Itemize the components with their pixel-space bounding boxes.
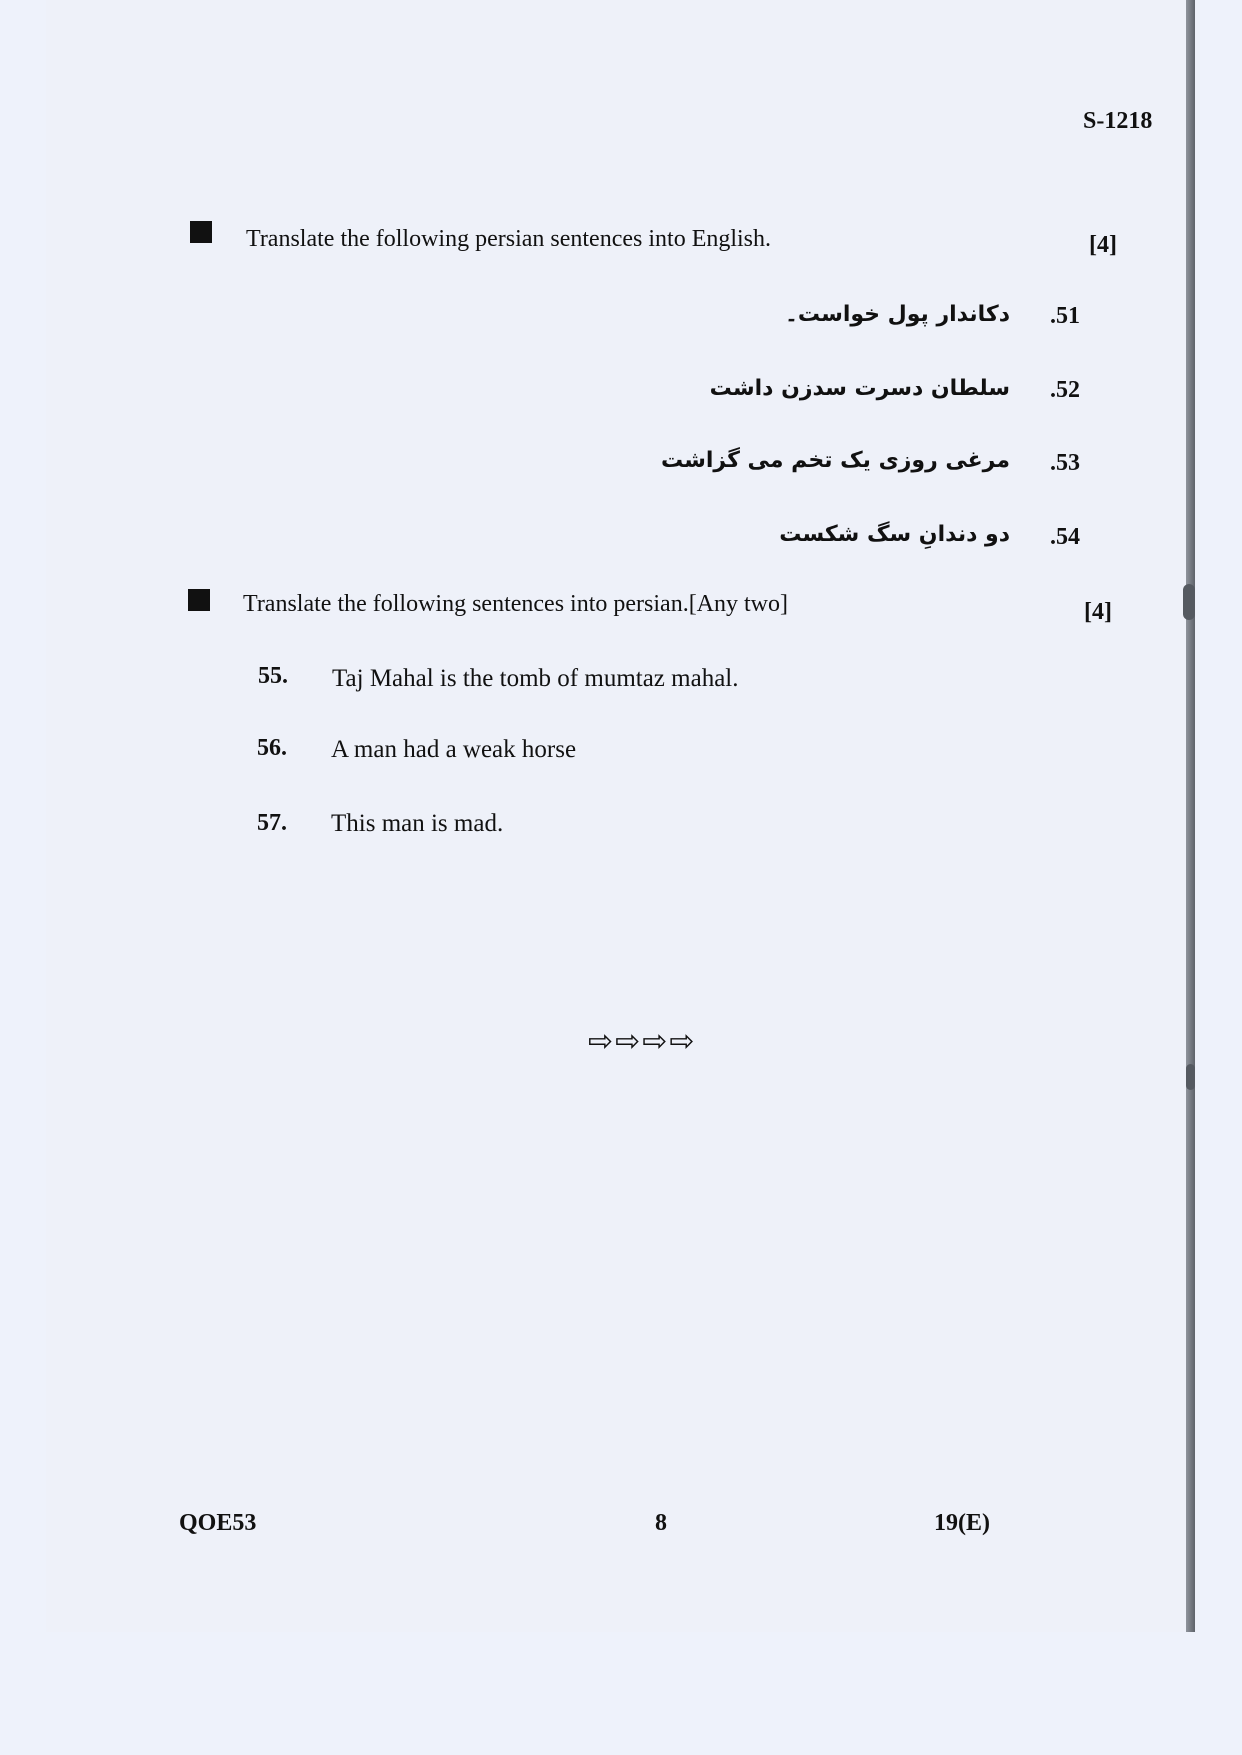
square-bullet-icon xyxy=(190,221,212,243)
question-number: .53 xyxy=(1050,450,1080,476)
english-sentence: A man had a weak horse xyxy=(331,736,577,763)
question-number: 56. xyxy=(257,735,287,761)
persian-sentence: سلطان دسرت سدزن داشت xyxy=(709,376,1010,401)
page-number: 8 xyxy=(655,1510,667,1536)
page-edge xyxy=(1186,0,1195,1632)
section-marks: [4] xyxy=(1084,599,1112,625)
english-sentence: Taj Mahal is the tomb of mumtaz mahal. xyxy=(332,665,739,692)
question-number: .51 xyxy=(1050,303,1080,329)
question-number: .52 xyxy=(1050,377,1080,403)
persian-sentence: دو دندانِ سگ شکست xyxy=(779,522,1010,547)
question-number: 57. xyxy=(257,810,287,836)
english-sentence: This man is mad. xyxy=(331,810,504,837)
continue-arrow-icon: ⇨⇨⇨⇨ xyxy=(588,1024,697,1059)
section-instruction: Translate the following persian sentences into English. xyxy=(246,226,772,252)
persian-sentence: مرغی روزی یک تخم می گزاشت xyxy=(660,448,1010,473)
footer-series-code: 19(E) xyxy=(934,1510,990,1536)
paper-code: S-1218 xyxy=(1083,108,1153,134)
section-instruction: Translate the following sentences into persian.[Any two] xyxy=(243,591,789,617)
square-bullet-icon xyxy=(188,589,210,611)
persian-sentence: دکاندار پول خواست۔ xyxy=(785,302,1010,327)
binding-clip xyxy=(1186,1064,1195,1090)
question-number: .54 xyxy=(1050,524,1080,550)
question-number: 55. xyxy=(258,663,288,689)
binding-clip xyxy=(1183,584,1195,620)
section-marks: [4] xyxy=(1089,232,1117,258)
footer-paper-code: QOE53 xyxy=(179,1510,257,1536)
